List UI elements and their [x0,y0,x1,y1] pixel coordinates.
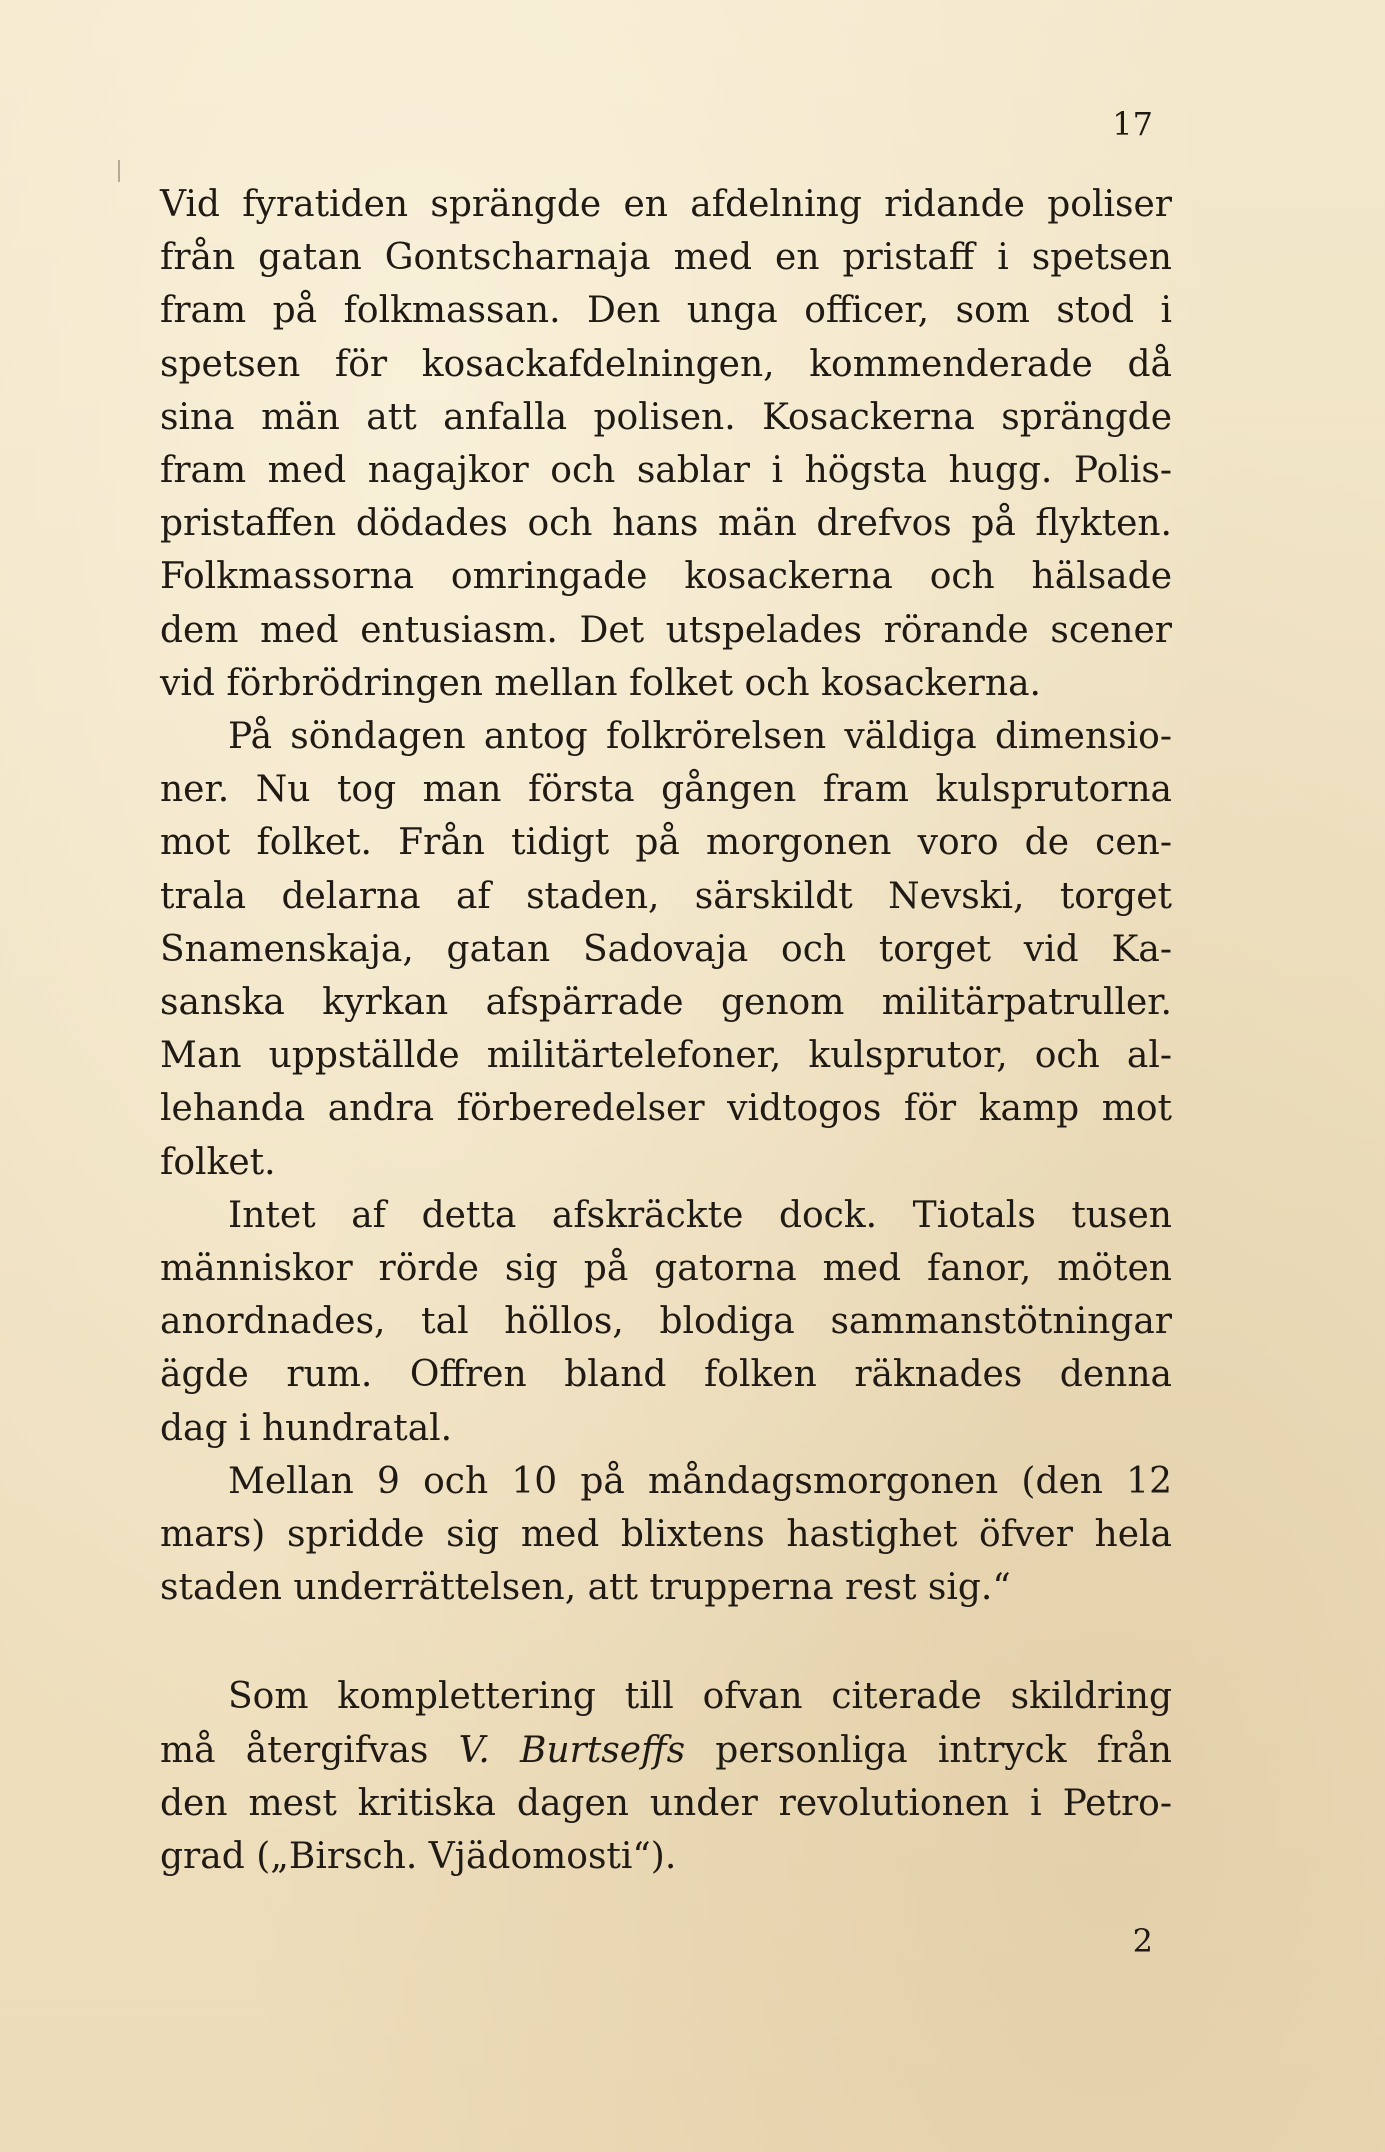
closing-paragraph [160,1670,1172,1883]
text-line: staden underrättelsen, att trupperna rest sig.“ [160,1567,1011,1609]
text-line: sanska kyrkan afspärrade genom militärpatruller. [160,982,1172,1024]
text-line: lehanda andra förberedelser vidtogos för kamp mot [160,1088,1172,1130]
text-line: På söndagen antog folkrörelsen väldiga dimensio- [228,716,1172,758]
text-line: människor rörde sig på gatorna med fanor, möten [160,1248,1172,1290]
text-line: pristaffen dödades och hans män drefvos på flykten. [160,503,1172,545]
author-name: V. Burtseffs [458,1729,686,1771]
section-gap [160,1614,1172,1670]
signature-mark: 2 [1132,1922,1153,1960]
text-line: dag i hundratal. [160,1407,453,1449]
text-line: mars) spridde sig med blixtens hastighet öfver hela [160,1514,1172,1556]
body-text [160,178,1172,1883]
text-line: Vid fyratiden sprängde en afdelning ridande poliser [160,184,1172,225]
text-line: grad („Birsch. Vjädomosti“). [160,1836,677,1878]
paragraph-4 [160,1455,1172,1615]
text-line: fram på folkmassan. Den unga officer, som stod i [160,290,1172,332]
text-line: folket. [160,1141,276,1183]
text-segment: personliga intryck från [685,1729,1172,1771]
text-line: dem med entusiasm. Det utspelades rörande scener [160,609,1172,651]
text-line: ner. Nu tog man första gången fram kulsprutorna [160,769,1172,811]
page-number: 17 [1112,105,1153,143]
text-segment: må återgifvas [160,1729,459,1771]
paragraph-2 [160,710,1172,1189]
text-line: Som komplettering till ofvan citerade skildring [228,1676,1172,1718]
text-line [160,1724,1172,1777]
paragraph-1 [160,178,1172,710]
text-line: Man uppställde militärtelefoner, kulsprutor, och al- [160,1035,1172,1077]
text-line: vid förbrödringen mellan folket och kosackerna. [160,662,1041,704]
paragraph-3 [160,1189,1172,1455]
text-line: mot folket. Från tidigt på morgonen voro de cen- [160,822,1172,864]
text-line: anordnades, tal höllos, blodiga sammanstötningar [160,1301,1172,1343]
text-line: trala delarna af staden, särskildt Nevski, torget [160,875,1172,917]
text-line: den mest kritiska dagen under revolutionen i Petro- [160,1782,1172,1824]
text-line: spetsen för kosackafdelningen, kommenderade då [160,343,1172,385]
text-line: Snamenskaja, gatan Sadovaja och torget vid Ka- [160,928,1172,970]
text-line: Mellan 9 och 10 på måndagsmorgonen (den 12 [228,1460,1172,1502]
text-line: sina män att anfalla polisen. Kosackerna sprängde [160,396,1172,438]
text-line: fram med nagajkor och sablar i högsta hugg. Polis- [160,450,1172,492]
text-line: från gatan Gontscharnaja med en pristaff i spetsen [160,237,1172,279]
text-line: Intet af detta afskräckte dock. Tiotals tusen [228,1194,1172,1236]
text-line: ägde rum. Offren bland folken räknades denna [160,1354,1172,1396]
text-line: Folkmassorna omringade kosackerna och hälsade [160,556,1172,598]
margin-mark [118,160,120,182]
